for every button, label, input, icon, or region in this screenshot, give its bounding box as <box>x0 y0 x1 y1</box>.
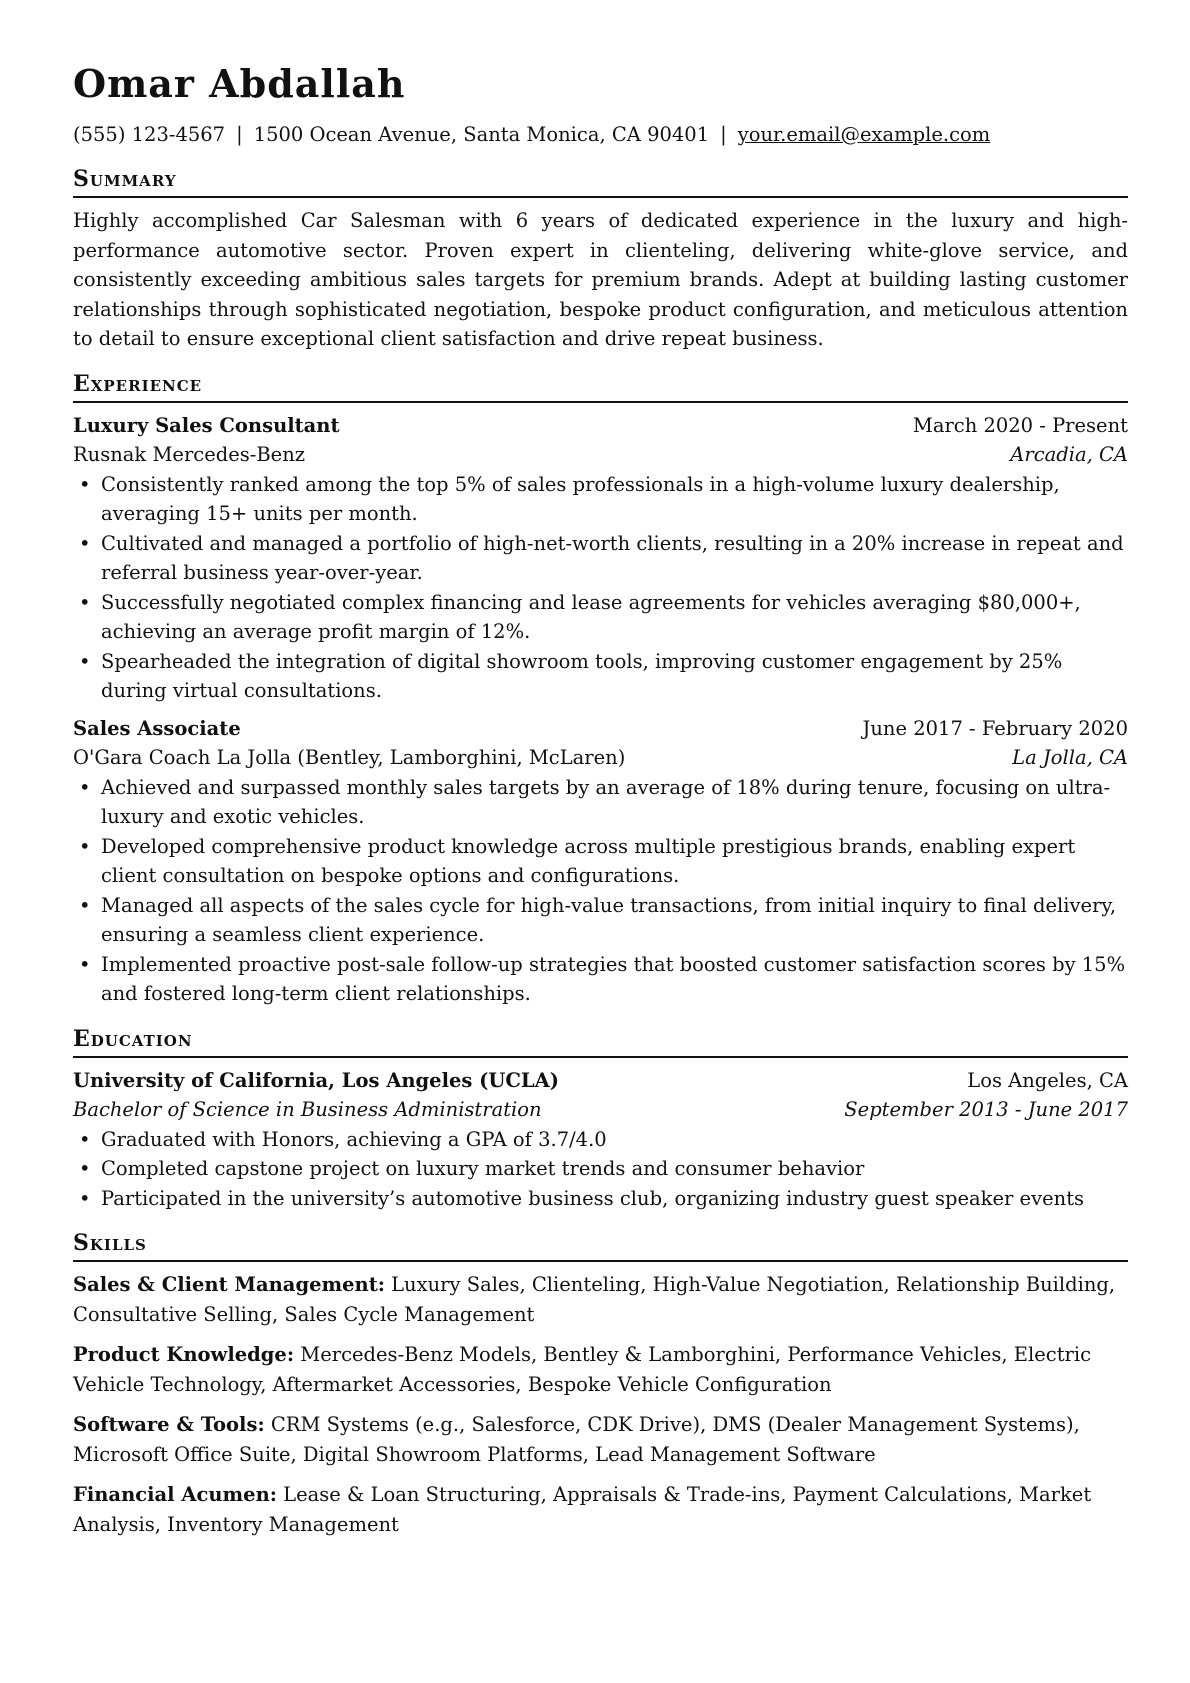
job-entry <box>73 411 1128 706</box>
skill-group <box>73 1340 1128 1399</box>
bullet-item: • Managed all aspects of the sales cycle for high-value transactions, from initial inquiry to final delivery, ensuring a seamless client experience. <box>73 891 1128 950</box>
summary-text: Highly accomplished Car Salesman with 6 years of dedicated experience in the luxury and high-performance automotive sector. Proven expert in clienteling, delivering white-glove service, and consistently exceeding ambitious sales targets for premium brands. Adept at building lasting customer relationships through sophisticated negotiation, bespoke product configuration, and meticulous attention to detail to ensure exceptional client satisfaction and drive repeat business. <box>73 209 1128 350</box>
bullet-item: • Successfully negotiated complex financing and lease agreements for vehicles averaging $80,000+, achieving an average profit margin of 12%. <box>73 588 1128 647</box>
education-bullets <box>73 1125 1128 1214</box>
job-dates: March 2020 - Present <box>912 413 1128 437</box>
bullet-item: • Spearheaded the integration of digital showroom tools, improving customer engagement by 25% during virtual consultations. <box>73 647 1128 706</box>
education-dates: September 2013 - June 2017 <box>844 1098 1128 1121</box>
candidate-name: Omar Abdallah <box>73 61 406 106</box>
skill-group <box>73 1480 1128 1539</box>
bullet-item: • Achieved and surpassed monthly sales targets by an average of 18% during tenure, focusing on ultra-luxury and exotic vehicles. <box>73 773 1128 832</box>
bullet-item: • Implemented proactive post-sale follow-up strategies that boosted customer satisfaction scores by 15% and fostered long-term client relationships. <box>73 950 1128 1009</box>
section-title-summary: Summary <box>73 165 1128 198</box>
job-title: Sales Associate <box>73 716 241 740</box>
job-bullets <box>73 470 1128 706</box>
bullet-item: • Participated in the university’s automotive business club, organizing industry guest speaker events <box>73 1184 1128 1214</box>
job-dates: June 2017 - February 2020 <box>862 716 1128 740</box>
skill-label: Financial Acumen: <box>73 1483 277 1506</box>
contact-separator: | <box>236 123 243 146</box>
section-title-experience: Experience <box>73 370 1128 403</box>
school-location: Los Angeles, CA <box>967 1068 1128 1092</box>
contact-line <box>73 121 1128 149</box>
skill-label: Product Knowledge: <box>73 1343 295 1366</box>
job-entry <box>73 714 1128 1009</box>
address: 1500 Ocean Avenue, Santa Monica, CA 90401 <box>253 123 710 146</box>
degree-name: Bachelor of Science in Business Administration <box>73 1098 542 1121</box>
skill-text: Mercedes-Benz Models, Bentley & Lamborghini, Performance Vehicles, Electric Vehicle Technology, Aftermarket Accessories, Bespoke Vehicle Configuration <box>73 1343 1092 1396</box>
school-name: University of California, Los Angeles (UCLA) <box>73 1068 559 1092</box>
phone-number: (555) 123-4567 <box>73 123 226 146</box>
contact-separator: | <box>720 123 727 146</box>
skill-text: Lease & Loan Structuring, Appraisals & Trade-ins, Payment Calculations, Market Analysis, Inventory Management <box>73 1483 1092 1536</box>
skill-group <box>73 1410 1128 1469</box>
email-link[interactable]: your.email@example.com <box>737 123 991 146</box>
bullet-item: • Consistently ranked among the top 5% of sales professionals in a high-volume luxury dealership, averaging 15+ units per month. <box>73 470 1128 529</box>
job-location: Arcadia, CA <box>1010 443 1128 466</box>
bullet-item: • Cultivated and managed a portfolio of high-net-worth clients, resulting in a 20% increase in repeat and referral business year-over-year. <box>73 529 1128 588</box>
skill-text: CRM Systems (e.g., Salesforce, CDK Drive), DMS (Dealer Management Systems), Microsoft Office Suite, Digital Showroom Platforms, Lead Management Software <box>73 1413 1080 1466</box>
job-location: La Jolla, CA <box>1012 746 1128 769</box>
company-name: O'Gara Coach La Jolla (Bentley, Lamborghini, McLaren) <box>73 746 626 769</box>
skill-group <box>73 1270 1128 1329</box>
job-title: Luxury Sales Consultant <box>73 413 340 437</box>
job-bullets <box>73 773 1128 1009</box>
skill-label: Sales & Client Management: <box>73 1273 385 1296</box>
bullet-item: • Graduated with Honors, achieving a GPA of 3.7/4.0 <box>73 1125 1128 1155</box>
section-title-education: Education <box>73 1025 1128 1058</box>
skill-label: Software & Tools: <box>73 1413 265 1436</box>
skill-text: Luxury Sales, Clienteling, High-Value Negotiation, Relationship Building, Consultative Selling, Sales Cycle Management <box>73 1273 1116 1326</box>
bullet-item: • Completed capstone project on luxury market trends and consumer behavior <box>73 1154 1128 1184</box>
bullet-item: • Developed comprehensive product knowledge across multiple prestigious brands, enabling expert client consultation on bespoke options and configurations. <box>73 832 1128 891</box>
resume-page <box>73 58 1128 1550</box>
education-entry <box>73 1066 1128 1214</box>
section-title-skills: Skills <box>73 1229 1128 1262</box>
company-name: Rusnak Mercedes-Benz <box>73 443 306 466</box>
